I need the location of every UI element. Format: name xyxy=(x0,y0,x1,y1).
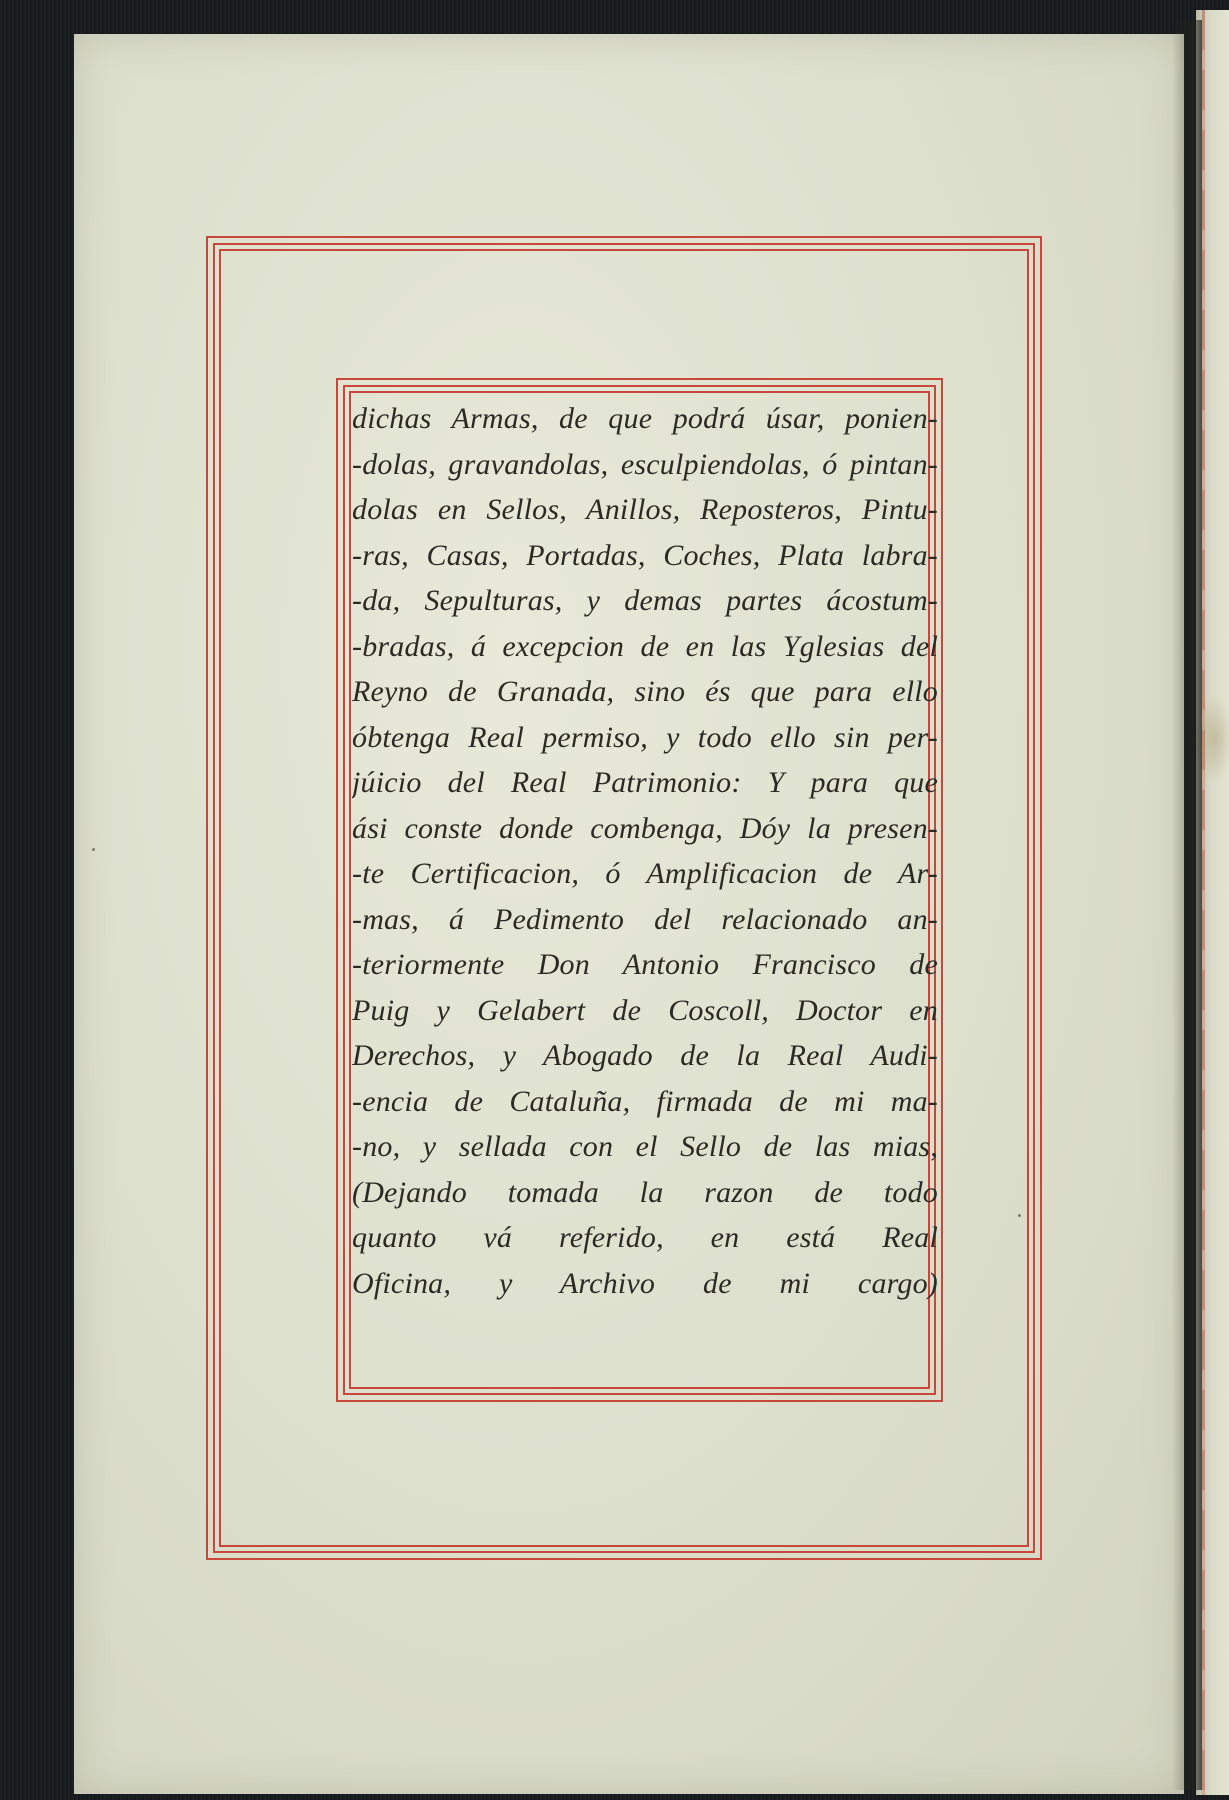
manuscript-text-block xyxy=(352,396,938,1306)
text-line: Puig y Gelabert de Coscoll, Doctor en xyxy=(352,993,938,1027)
text-line: Derechos, y Abogado de la Real Audi- xyxy=(352,1039,938,1072)
text-line: -teriormente Don Antonio Francisco de xyxy=(352,948,938,981)
page-gutter-shadow xyxy=(1172,20,1202,1790)
text-line: ási conste donde combenga, Dóy la presen- xyxy=(352,811,938,845)
text-line: Oficina, y Archivo de mi cargo) xyxy=(352,1266,938,1300)
text-line: -dolas, gravandolas, esculpiendolas, ó pintan- xyxy=(352,447,938,481)
text-line: -no, y sellada con el Sello de las mias, xyxy=(352,1130,938,1163)
text-line: -bradas, á excepcion de en las Yglesias del xyxy=(352,629,938,663)
text-line: dichas Armas, de que podrá úsar, ponien- xyxy=(352,402,938,435)
text-line: dolas en Sellos, Anillos, Reposteros, Pintu- xyxy=(352,493,938,526)
text-line: júicio del Real Patrimonio: Y para que xyxy=(352,766,938,799)
text-line: (Dejando tomada la razon de todo xyxy=(352,1175,938,1209)
adjacent-page-red-rule xyxy=(1202,10,1205,1795)
page-speck xyxy=(1018,1214,1021,1217)
text-line: óbtenga Real permiso, y todo ello sin per- xyxy=(352,720,938,754)
text-line: -da, Sepulturas, y demas partes ácostum- xyxy=(352,584,938,617)
text-line: Reyno de Granada, sino és que para ello xyxy=(352,675,938,708)
text-line: -encia de Cataluña, firmada de mi ma- xyxy=(352,1084,938,1118)
text-line: -te Certificacion, ó Amplificacion de Ar- xyxy=(352,857,938,890)
text-line: -mas, á Pedimento del relacionado an- xyxy=(352,902,938,936)
page-speck xyxy=(92,848,95,851)
text-line: quanto vá referido, en está Real xyxy=(352,1221,938,1254)
text-line: -ras, Casas, Portadas, Coches, Plata labra- xyxy=(352,538,938,572)
